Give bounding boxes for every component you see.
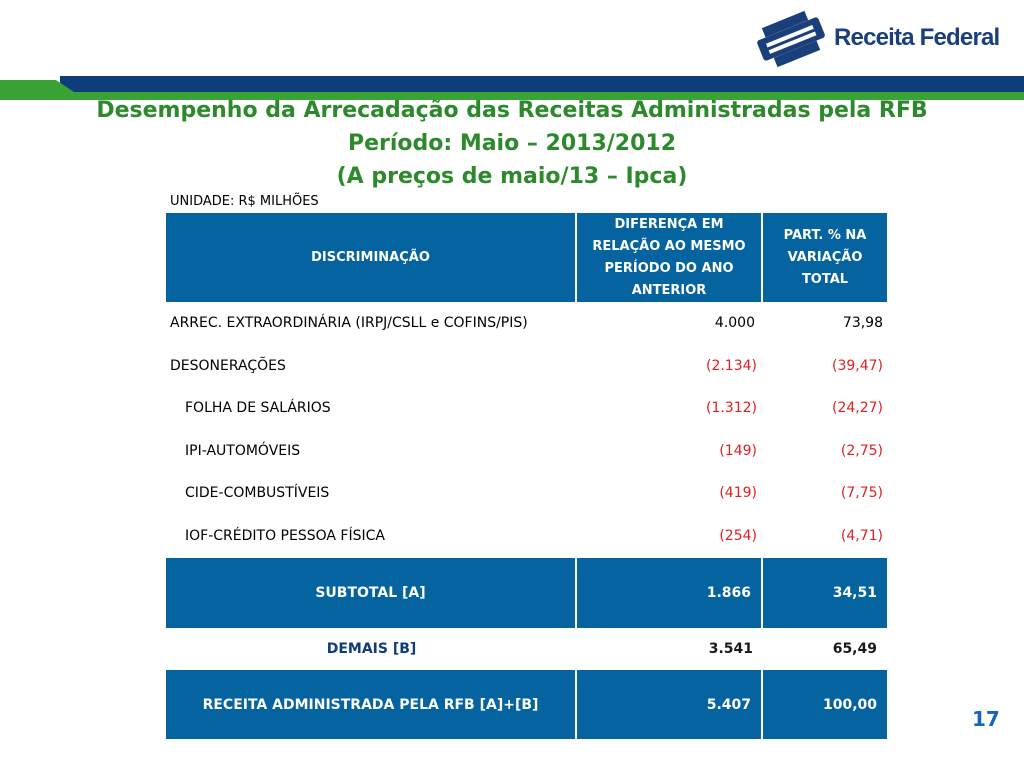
slide-title [0, 94, 1024, 193]
page-number: 17 [972, 707, 1000, 731]
subtotal-part: 34,51 [832, 585, 877, 601]
row-diff: (1.312) [705, 400, 757, 417]
title-line-3: (A preços de maio/13 – Ipca) [336, 164, 688, 189]
row-diff: (2.134) [705, 357, 757, 374]
row-diff: (419) [719, 485, 757, 502]
row-label: FOLHA DE SALÁRIOS [185, 400, 331, 417]
row-label: CIDE-COMBUSTÍVEIS [185, 485, 330, 502]
table-row [166, 472, 887, 515]
total-diff: 5.407 [577, 670, 763, 739]
subtotal-row [166, 558, 887, 628]
demais-part: 65,49 [832, 641, 877, 657]
subtotal-label: SUBTOTAL [A] [166, 558, 577, 628]
unit-label: UNIDADE: R$ MILHÕES [170, 194, 319, 209]
table-row [166, 345, 887, 388]
receita-federal-emblem-icon [748, 10, 834, 68]
demais-row [166, 628, 887, 670]
receita-federal-logo [748, 10, 998, 68]
row-part: 73,98 [842, 315, 883, 332]
row-part: (4,71) [840, 527, 883, 544]
row-part: (2,75) [840, 442, 883, 459]
revenue-table [166, 213, 887, 739]
header-discriminacao: DISCRIMINAÇÃO [166, 213, 577, 302]
row-diff: 4.000 [714, 315, 755, 332]
table-row [166, 430, 887, 473]
title-line-2: Período: Maio – 2013/2012 [347, 131, 677, 156]
table-row [166, 515, 887, 558]
row-part: (24,27) [831, 400, 883, 417]
table-row [166, 302, 887, 345]
demais-label: DEMAIS [B] [326, 641, 417, 657]
total-part: 100,00 [822, 696, 877, 713]
total-row [166, 670, 887, 739]
header-diferenca: DIFERENÇA EM RELAÇÃO AO MESMO PERÍODO DO ANO ANTERIOR [577, 213, 763, 302]
table-row [166, 387, 887, 430]
demais-diff: 3.541 [708, 641, 753, 657]
row-diff: (254) [719, 527, 757, 544]
row-label: DESONERAÇÕES [170, 357, 286, 374]
row-part: (7,75) [840, 485, 883, 502]
row-label: ARREC. EXTRAORDINÁRIA (IRPJ/CSLL e COFINS/PIS) [170, 315, 528, 332]
row-diff: (149) [719, 442, 757, 459]
total-label: RECEITA ADMINISTRADA PELA RFB [A]+[B] [166, 670, 577, 739]
header-participacao: PART. % NA VARIAÇÃO TOTAL [783, 227, 867, 287]
logo-text: Receita Federal [834, 24, 1000, 51]
row-part: (39,47) [831, 357, 883, 374]
table-header-row [166, 213, 887, 302]
row-label: IOF-CRÉDITO PESSOA FÍSICA [185, 527, 385, 544]
row-label: IPI-AUTOMÓVEIS [185, 442, 301, 459]
title-line-1: Desempenho da Arrecadação das Receitas Administradas pela RFB [96, 98, 928, 123]
subtotal-diff: 1.866 [577, 558, 763, 628]
